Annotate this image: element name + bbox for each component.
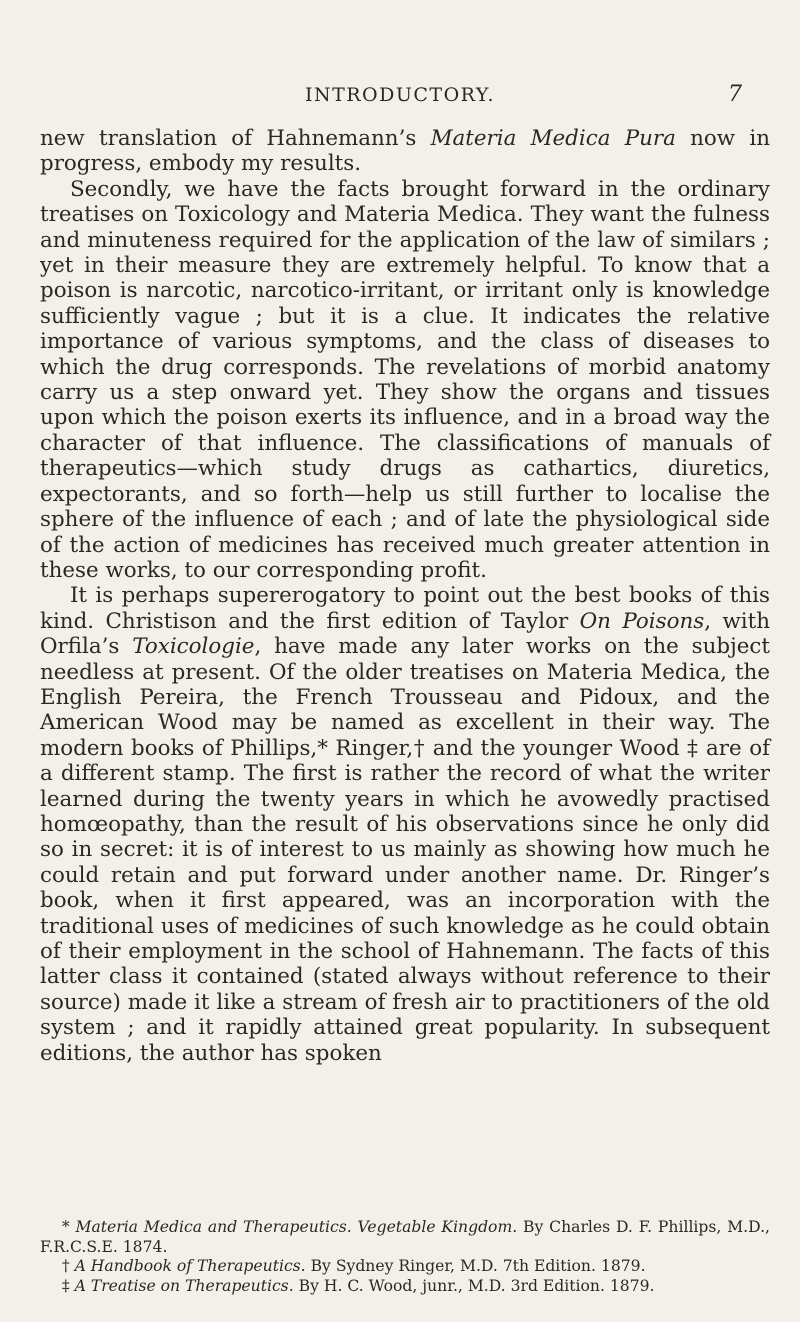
book-title-on-poisons: On Poisons — [579, 608, 705, 634]
paragraph-3: It is perhaps supererogatory to point out the best books of this kind. Christison and the first edition of Taylor On Poisons, with Orfila’s Toxicologie, have made any later works on the subject needless at present. Of the older treatises on Materia Medica, the English Pereira, the French Trousseau and Pidoux, and the American Wood may be named as excellent in their way. The modern books of Phillips,* Ringer,† and the younger Wood ‡ are of a different stamp. The first is rather the record of what the writer learned during the twenty years in which he avowedly practised homœopathy, than the result of his observations since he only did so in secret: it is of interest to us mainly as showing how much he could retain and put forward under another name. Dr. Ringer’s book, when it first appeared, was an incorporation with the traditional uses of medicines of such knowledge as he could obtain of their employment in the school of Hahnemann. The facts of this latter class it contained (stated always without reference to their source) made it like a stream of fresh air to practitioners of the old system ; and it rapidly attained great popularity. In subsequent editions, the author has spoken — [40, 583, 770, 1066]
footnote: † A Handbook of Therapeutics. By Sydney Ringer, M.D. 7th Edition. 1879. — [61, 1257, 646, 1275]
body-text — [40, 126, 770, 1066]
footnote: ‡ A Treatise on Therapeutics. By H. C. Wood, junr., M.D. 3rd Edition. 1879. — [61, 1276, 655, 1295]
footnotes — [40, 1218, 770, 1296]
paragraph-2: Secondly, we have the facts brought forward in the ordinary treatises on Toxicology and Materia Medica. They want the fulness and minuteness required for the application of the law of similars ; yet in their measure they are extremely helpful. To know that a poison is narcotic, narcotico-irritant, or irritant only is knowledge sufficiently vague ; but it is a clue. It indicates the relative importance of various symptoms, and the class of diseases to which the drug corresponds. The revelations of morbid anatomy carry us a step onward yet. They show the organs and tissues upon which the poison exerts its influence, and in a broad way the character of that influence. The classifications of manuals of therapeutics—which study drugs as cathartics, diuretics, expectorants, and so forth—help us still further to localise the sphere of the influence of each ; and of late the physiological side of the action of medicines has received much greater attention in these works, to our corresponding profit. — [40, 176, 770, 583]
page-number: 7 — [728, 82, 742, 107]
running-header — [0, 84, 800, 106]
running-title: INTRODUCTORY. — [304, 84, 496, 106]
book-title-toxicologie: Toxicologie — [132, 634, 255, 660]
footnote: * Materia Medica and Therapeutics. Vegetable Kingdom. By Charles D. F. Phillips, M.D., F.R.C.S.E. 1874. — [40, 1218, 770, 1256]
book-title-materia-medica-pura: Materia Medica Pura — [430, 126, 676, 151]
paragraph-1: new translation of Hahnemann’s Materia Medica Pura now in progress, embody my results. — [40, 126, 770, 177]
